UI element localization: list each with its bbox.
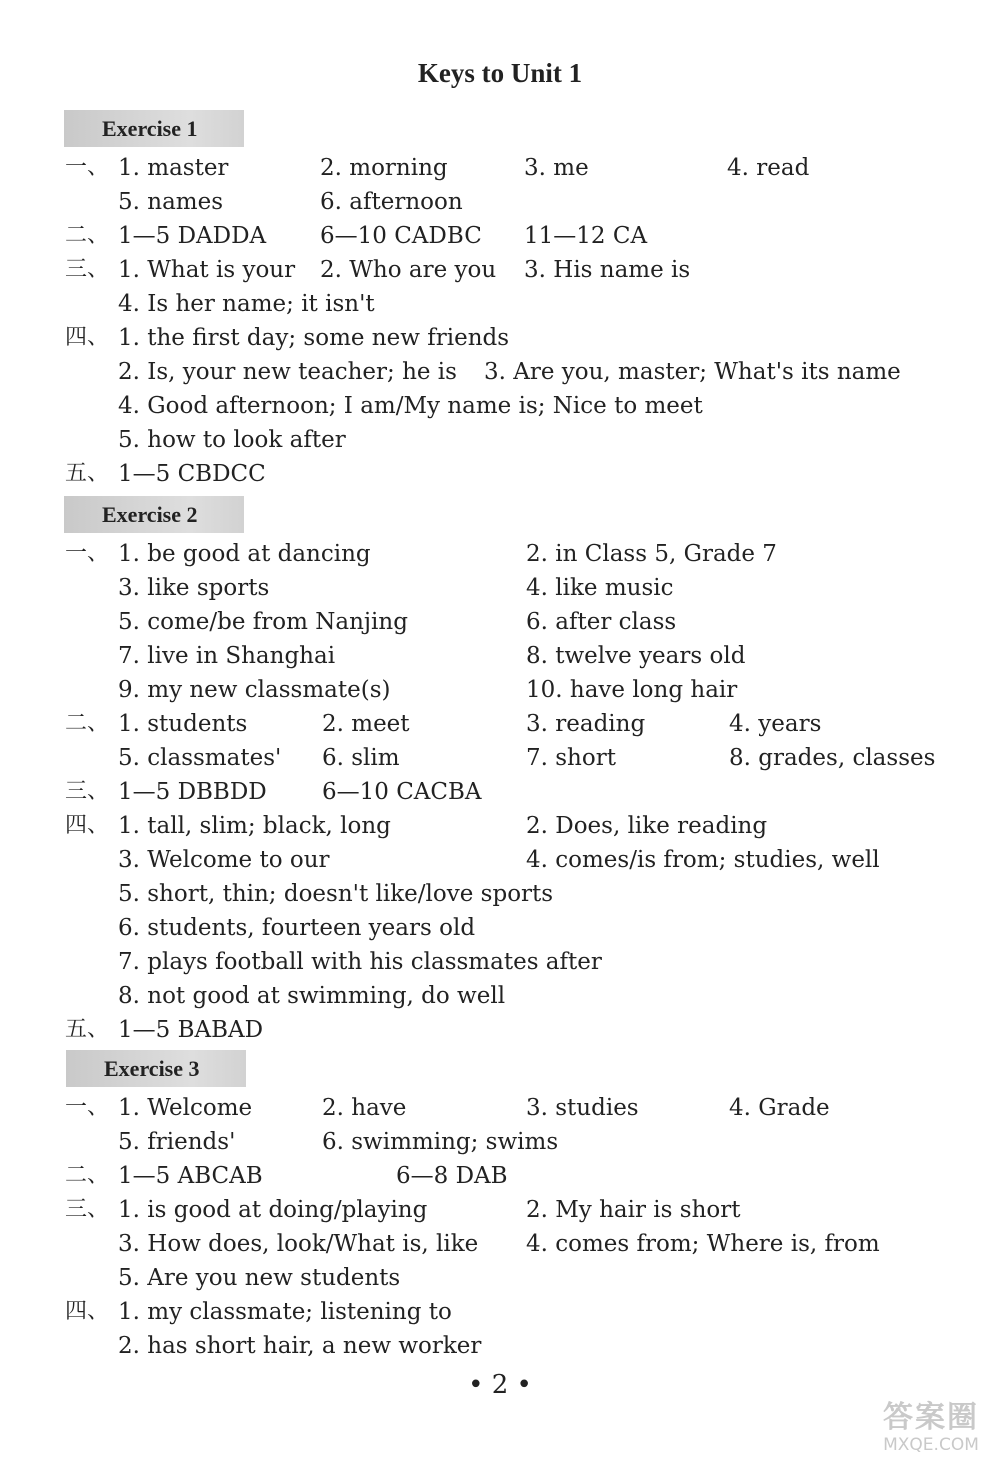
answer: 3. like sports	[118, 575, 270, 601]
answer: 1. students	[118, 711, 248, 737]
answer: 5. how to look after	[118, 427, 346, 453]
answer: 1. the first day; some new friends	[118, 325, 510, 351]
answer: 1—5 CBDCC	[118, 461, 266, 487]
answer: 2. Does, like reading	[526, 813, 768, 839]
section-number: 三、	[65, 1197, 110, 1222]
answer: 7. plays football with his classmates after	[118, 949, 602, 975]
answer: 3. studies	[526, 1095, 639, 1121]
answer: 6—10 CADBC	[320, 223, 482, 249]
answer: 5. Are you new students	[118, 1265, 401, 1291]
section-number: 一、	[65, 541, 110, 566]
answer: 6—10 CACBA	[322, 779, 482, 805]
answer: 3. Are you, master; What's its name	[484, 359, 901, 385]
answer: 1. my classmate; listening to	[118, 1299, 452, 1325]
answer: 9. my new classmate(s)	[118, 677, 391, 703]
answer: 4. like music	[526, 575, 674, 601]
answer: 4. Grade	[729, 1095, 830, 1121]
answer: 6. after class	[526, 609, 677, 635]
answer: 11—12 CA	[524, 223, 648, 249]
answer: 1. be good at dancing	[118, 541, 371, 567]
answer: 5. come/be from Nanjing	[118, 609, 408, 635]
answer: 5. friends'	[118, 1129, 236, 1155]
answer: 2. in Class 5, Grade 7	[526, 541, 777, 567]
watermark-title: 答案圈	[883, 1400, 979, 1435]
answer: 6. slim	[322, 745, 400, 771]
page-number: • 2 •	[468, 1370, 532, 1400]
section-number: 四、	[65, 325, 110, 350]
answer: 4. Is her name; it isn't	[118, 291, 375, 317]
answer: 1. Welcome	[118, 1095, 253, 1121]
answer: 5. names	[118, 189, 224, 215]
watermark-logo	[876, 1401, 986, 1459]
answer: 2. Who are you	[320, 257, 497, 283]
section-number: 五、	[65, 1017, 110, 1042]
section-number: 二、	[65, 711, 110, 736]
section-number: 一、	[65, 155, 110, 180]
answer: 6. afternoon	[320, 189, 463, 215]
answer: 5. classmates'	[118, 745, 282, 771]
section-number: 二、	[65, 1163, 110, 1188]
answer: 10. have long hair	[526, 677, 738, 703]
answer: 3. reading	[526, 711, 646, 737]
answer: 3. me	[524, 155, 589, 181]
answer: 1. master	[118, 155, 229, 181]
watermark-url: MXQE.COM	[883, 1435, 979, 1455]
section-number: 三、	[65, 257, 110, 282]
answer: 3. His name is	[524, 257, 691, 283]
section-number: 一、	[65, 1095, 110, 1120]
answer: 2. My hair is short	[526, 1197, 741, 1223]
answer: 4. read	[727, 155, 810, 181]
exercise-3-heading: Exercise 3	[66, 1050, 246, 1087]
answer: 2. Is, your new teacher; he is	[118, 359, 457, 385]
exercise-2-heading: Exercise 2	[64, 496, 244, 533]
answer: 1. is good at doing/playing	[118, 1197, 428, 1223]
section-number: 四、	[65, 813, 110, 838]
exercise-1-heading: Exercise 1	[64, 110, 244, 147]
answer: 2. meet	[322, 711, 410, 737]
section-number: 三、	[65, 779, 110, 804]
answer: 8. grades, classes	[729, 745, 936, 771]
answer: 6. students, fourteen years old	[118, 915, 476, 941]
answer: 1. tall, slim; black, long	[118, 813, 391, 839]
answer: 4. comes from; Where is, from	[526, 1231, 880, 1257]
answer: 1—5 DBBDD	[118, 779, 267, 805]
answer: 1—5 ABCAB	[118, 1163, 263, 1189]
answer: 6. swimming; swims	[322, 1129, 559, 1155]
answer: 1—5 DADDA	[118, 223, 267, 249]
answer: 1—5 BABAD	[118, 1017, 264, 1043]
answer: 4. comes/is from; studies, well	[526, 847, 880, 873]
answer: 6—8 DAB	[396, 1163, 508, 1189]
answer: 4. Good afternoon; I am/My name is; Nice to meet	[118, 393, 703, 419]
page-title: Keys to Unit 1	[417, 58, 583, 88]
answer: 8. not good at swimming, do well	[118, 983, 506, 1009]
answer: 7. live in Shanghai	[118, 643, 336, 669]
answer: 3. Welcome to our	[118, 847, 330, 873]
answer: 2. have	[322, 1095, 407, 1121]
answer: 7. short	[526, 745, 616, 771]
answer: 2. has short hair, a new worker	[118, 1333, 482, 1359]
section-number: 四、	[65, 1299, 110, 1324]
answer: 8. twelve years old	[526, 643, 746, 669]
answer: 3. How does, look/What is, like	[118, 1231, 479, 1257]
answer: 5. short, thin; doesn't like/love sports	[118, 881, 554, 907]
answer: 2. morning	[320, 155, 448, 181]
section-number: 二、	[65, 223, 110, 248]
section-number: 五、	[65, 461, 110, 486]
answer: 4. years	[729, 711, 822, 737]
answer: 1. What is your	[118, 257, 296, 283]
